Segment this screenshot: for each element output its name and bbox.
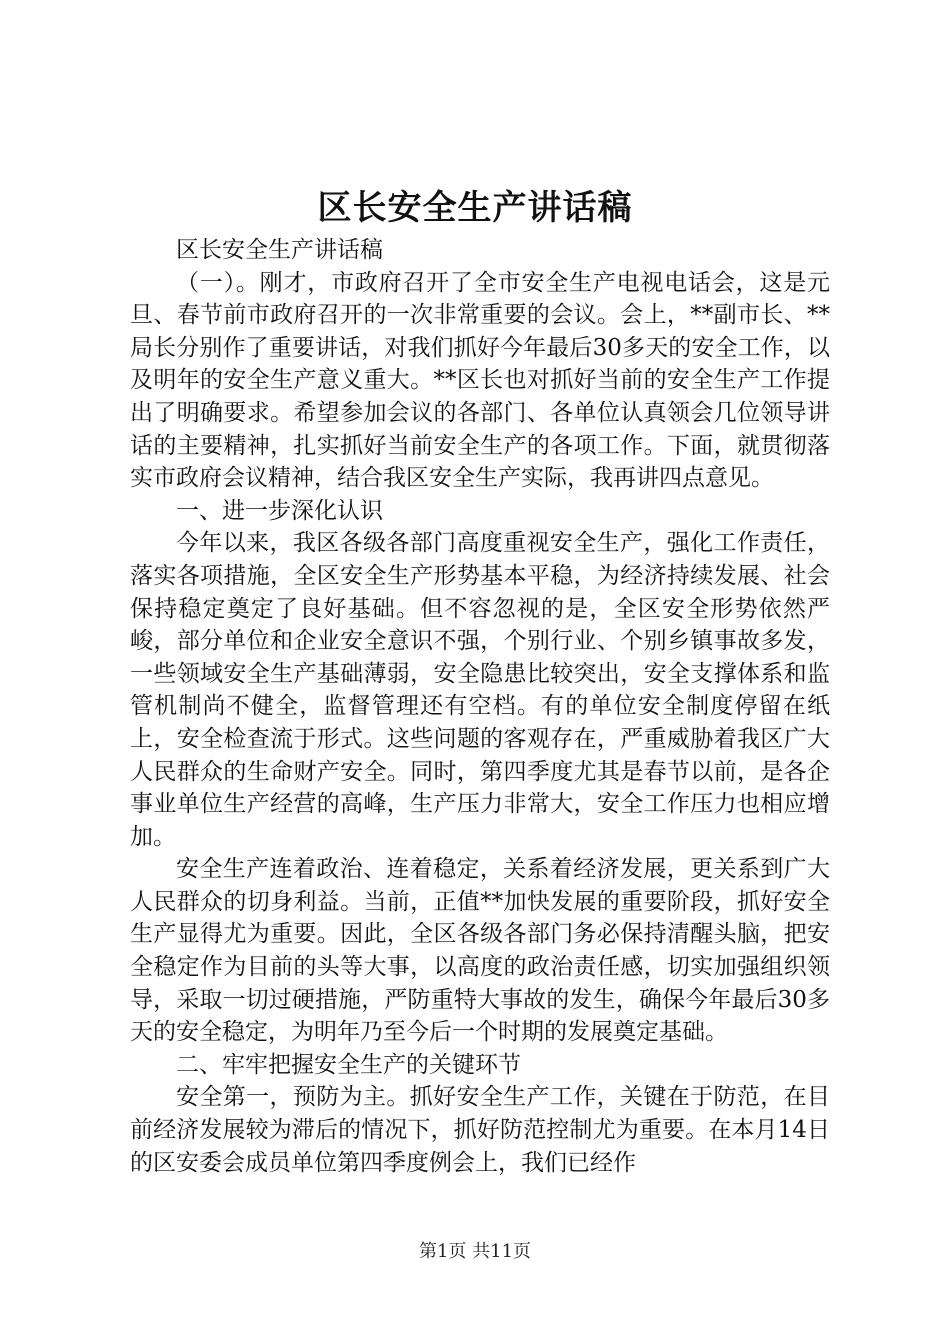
page-footer: 第1页 共11页 — [418, 1241, 532, 1262]
body-paragraph: （一）。刚才，市政府召开了全市安全生产电视电话会，这是元旦、春节前市政府召开的一次非常重要的会议。会上，**副市长、**局长分别作了重要讲话，对我们抓好今年最后30多天的安全工作，以及明年的安全生产意义重大。**区长也对抓好当前的安全生产工作提出了明确要求。希望参加会议的各部门、各单位认真领会几位领导讲话的主要精神，扎实抓好当前安全生产的各项工作。下面，就贯彻落实市政府会议精神，结合我区安全生产实际，我再讲四点意见。 — [130, 269, 830, 492]
body-paragraph: 今年以来，我区各级各部门高度重视安全生产，强化工作责任，落实各项措施，全区安全生产形势基本平稳，为经济持续发展、社会保持稳定奠定了良好基础。但不容忽视的是，全区安全形势依然严峻，部分单位和企业安全意识不强，个别行业、个别乡镇事故多发，一些领域安全生产基础薄弱，安全隐患比较突出，安全支撑体系和监管机制尚不健全，监督管理还有空档。有的单位安全制度停留在纸上，安全检查流于形式。这些问题的客观存在，严重威胁着我区广大人民群众的生命财产安全。同时，第四季度尤其是春节以前，是各企事业单位生产经营的高峰，生产压力非常大，安全工作压力也相应增加。 — [130, 530, 830, 850]
document-title: 区长安全生产讲话稿 — [317, 188, 633, 228]
section-heading: 一、进一步深化认识 — [176, 497, 383, 524]
body-paragraph: 安全生产连着政治、连着稳定，关系着经济发展，更关系到广大人民群众的切身利益。当前，正值**加快发展的重要阶段，抓好安全生产显得尤为重要。因此，全区各级各部门务必保持清醒头脑，把安全稳定作为目前的头等大事，以高度的政治责任感，切实加强组织领导，采取一切过硬措施，严防重特大事故的发生，确保今年最后30多天的安全稳定，为明年乃至今后一个时期的发展奠定基础。 — [130, 856, 830, 1046]
section-heading: 二、牢牢把握安全生产的关键环节 — [176, 1051, 521, 1078]
document-body — [130, 234, 830, 1179]
body-paragraph: 安全第一，预防为主。抓好安全生产工作，关键在于防范，在目前经济发展较为滞后的情况下，抓好防范控制尤为重要。在本月14日的区安委会成员单位第四季度例会上，我们已经作 — [130, 1084, 830, 1176]
subtitle-paragraph: 区长安全生产讲话稿 — [176, 237, 383, 263]
